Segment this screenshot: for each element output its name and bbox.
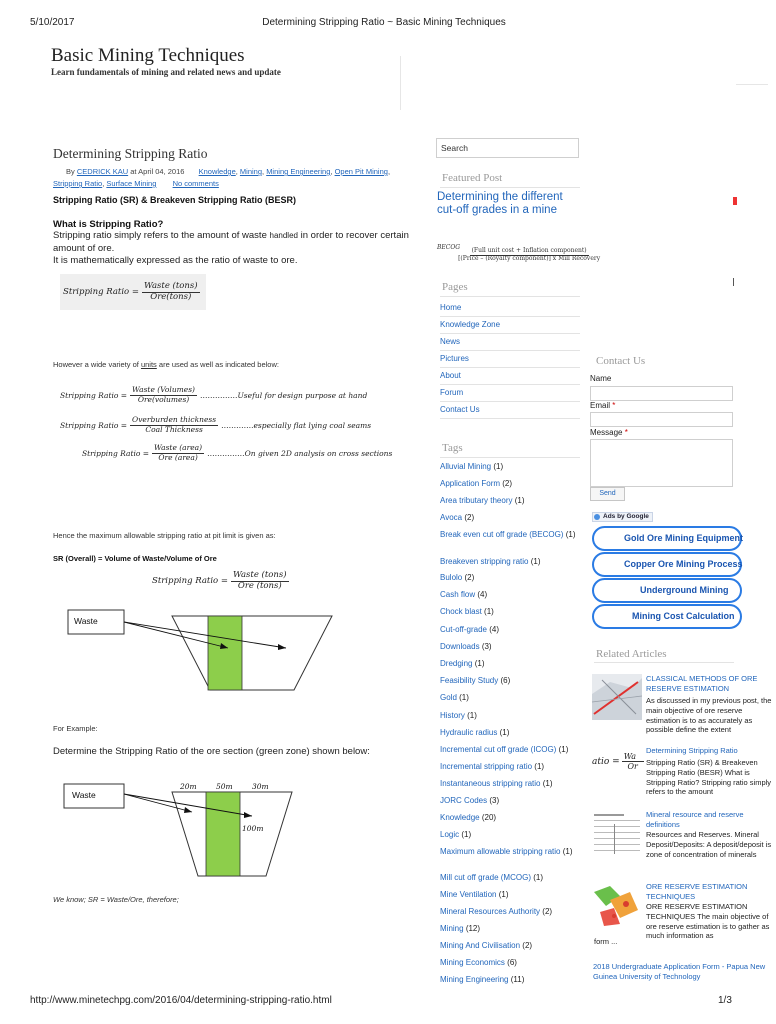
ads-by-google-label[interactable] — [592, 512, 653, 522]
tag-name[interactable]: Avoca — [440, 513, 463, 522]
tag-link[interactable] — [440, 796, 580, 806]
denominator: Ore(volumes) — [137, 394, 190, 404]
tag-name[interactable]: Alluvial Mining — [440, 462, 492, 471]
tag-name[interactable]: Mineral Resources Authority — [440, 907, 541, 916]
related-title[interactable]: Mineral resource and reserve definitions — [646, 810, 744, 829]
divider — [440, 457, 580, 458]
tag-name[interactable]: Dredging — [440, 659, 473, 668]
tag-count: (2) — [522, 941, 533, 950]
page-link-forum[interactable]: Forum — [440, 388, 464, 397]
tag-count: (1) — [562, 847, 573, 856]
tag-link[interactable] — [440, 676, 580, 686]
tag-count: (2) — [542, 907, 553, 916]
fraction: $\frac{Wa}{Or}$ — [622, 752, 644, 771]
tag-link[interactable] — [440, 890, 580, 900]
tag-link[interactable] — [440, 513, 580, 523]
tag-name[interactable]: Breakeven stripping ratio — [440, 557, 529, 566]
divider — [594, 662, 734, 663]
tag-link[interactable] — [440, 907, 580, 917]
tag-count: (1) — [484, 607, 494, 616]
featured-formula — [437, 238, 605, 263]
required-mark: * — [624, 428, 628, 437]
tag-name[interactable]: Break even cut off grade (BECOG) — [440, 530, 564, 539]
send-button[interactable]: Send — [590, 487, 625, 501]
formula-lhs: Stripping Ratio = — [60, 420, 128, 430]
print-url: http://www.minetechpg.com/2016/04/determining-stripping-ratio.html — [30, 995, 332, 1006]
message-label-row — [590, 428, 628, 437]
tag-link[interactable] — [440, 779, 580, 789]
tag-name[interactable]: Cash flow — [440, 590, 476, 599]
tag-name[interactable]: Mining And Civilisation — [440, 941, 521, 950]
tag-count: (2) — [464, 513, 475, 522]
tag-count: (4) — [477, 590, 488, 599]
tag-link[interactable] — [440, 958, 580, 968]
fraction — [130, 416, 218, 434]
numerator: Overburden thickness — [132, 415, 217, 424]
tag-name[interactable]: Knowledge — [440, 813, 480, 822]
message-label: Message — [590, 428, 623, 437]
label-link[interactable]: Mining Engineering — [266, 167, 331, 176]
pit-example-diagram — [60, 776, 300, 880]
related-heading: Related Articles — [596, 648, 667, 660]
print-title: Determining Stripping Ratio ~ Basic Mining Techniques — [262, 17, 506, 28]
numerator: Waste (area) — [154, 443, 203, 452]
tag-link[interactable] — [440, 813, 580, 823]
tag-count: (1) — [499, 728, 510, 737]
tag-name[interactable]: Mining Economics — [440, 958, 505, 967]
fraction — [152, 444, 204, 462]
email-field[interactable] — [590, 412, 733, 427]
text-run: handled — [269, 231, 298, 240]
tag-link[interactable] — [440, 607, 580, 617]
label-link[interactable]: Mining — [239, 167, 263, 176]
tag-link[interactable] — [440, 924, 580, 934]
example-question: Determine the Stripping Ratio of the ore section (green zone) shown below: — [53, 746, 370, 757]
pit-outline — [172, 616, 332, 690]
page-link-knowledge-zone[interactable]: Knowledge Zone — [440, 320, 501, 329]
tag-count: (1) — [530, 557, 541, 566]
tag-link[interactable] — [440, 873, 580, 883]
email-label: Email — [590, 401, 611, 410]
ad-link-button[interactable]: Copper Ore Mining Process — [592, 552, 742, 577]
related-thumbnail-3[interactable] — [592, 810, 642, 856]
denominator: Ore (tons) — [237, 580, 282, 591]
tag-name[interactable]: Mining — [440, 924, 464, 933]
formula-note: ……………Useful for design purpose at hand — [199, 390, 368, 400]
divider — [440, 333, 580, 334]
tag-count: (1) — [498, 890, 509, 899]
dimension-label: 50m — [216, 782, 233, 791]
divider — [440, 350, 580, 351]
tag-link[interactable] — [440, 590, 580, 600]
tag-name[interactable]: Mining Engineering — [440, 975, 509, 984]
thumbnail-text: atio = — [592, 757, 620, 768]
formula-note: ……………On given 2D analysis on cross sections — [207, 448, 393, 458]
print-date: 5/10/2017 — [30, 17, 75, 28]
tag-name[interactable]: Downloads — [440, 642, 480, 651]
fraction — [130, 386, 197, 404]
text-run: in order to recover certain amount of ore. — [53, 230, 409, 254]
tag-link[interactable] — [440, 496, 580, 506]
contact-heading: Contact Us — [596, 355, 646, 367]
ad-link-button[interactable]: Mining Cost Calculation — [592, 604, 742, 629]
divider — [440, 187, 580, 188]
tag-count: (2) — [464, 573, 475, 582]
tag-name[interactable]: Application Form — [440, 479, 501, 488]
tag-link[interactable] — [440, 830, 580, 840]
tag-name[interactable]: JORC Codes — [440, 796, 488, 805]
ore-zone — [206, 792, 240, 876]
related-snippet: Resources and Reserves. Mineral Deposit/Deposits: A deposit/deposit is zone of concentration of minerals — [646, 830, 772, 859]
tag-count: (1) — [565, 530, 576, 539]
post-subtitle: Stripping Ratio (SR) & Breakeven Stripping Ratio (BESR) — [53, 195, 297, 205]
tag-name[interactable]: Hydraulic radius — [440, 728, 498, 737]
tag-link[interactable] — [440, 557, 580, 567]
tag-name[interactable]: Feasibility Study — [440, 676, 499, 685]
tag-count: (3) — [489, 796, 500, 805]
related-snippet-tail: form ... — [594, 937, 618, 946]
tag-count: (3) — [481, 642, 492, 651]
formula-lhs: Stripping Ratio = — [60, 390, 128, 400]
pit-diagram — [60, 604, 340, 694]
print-page-number: 1/3 — [718, 995, 732, 1006]
post-date: at April 04, 2016 — [130, 167, 185, 176]
post-meta-line2: Stripping Ratio, Surface Mining No comments — [53, 179, 219, 188]
post-title: Determining Stripping Ratio — [53, 146, 208, 161]
label-link[interactable]: Surface Mining — [106, 179, 157, 188]
numerator: Waste (Volumes) — [132, 385, 195, 394]
label-link[interactable]: Knowledge — [198, 167, 236, 176]
name-label: Name — [590, 374, 612, 383]
tag-link[interactable] — [440, 847, 580, 857]
tag-link[interactable] — [440, 728, 580, 738]
formula-lhs: BECOG — [437, 243, 461, 251]
tag-name[interactable]: Gold — [440, 693, 457, 702]
waste-label: Waste — [72, 790, 96, 800]
dimension-label: 100m — [242, 824, 264, 833]
tag-link[interactable] — [440, 530, 580, 540]
page-link-contact[interactable]: Contact Us — [440, 405, 480, 414]
arrow-head — [278, 644, 286, 650]
divider — [440, 367, 580, 368]
text-run: are used as well as indicated below: — [158, 360, 279, 369]
denominator: Ore (area) — [158, 452, 198, 462]
paragraph: It is mathematically expressed as the ratio of waste to ore. — [53, 255, 298, 266]
label-link[interactable]: Open Pit Mining — [334, 167, 388, 176]
units-paragraph — [53, 360, 279, 369]
formula-row — [82, 444, 392, 462]
arrow — [124, 794, 192, 812]
example-label: For Example: — [53, 724, 98, 733]
ore-zone — [208, 616, 242, 690]
related-title[interactable]: CLASSICAL METHODS OF ORE RESERVE ESTIMATION — [646, 674, 758, 693]
site-title[interactable]: Basic Mining Techniques — [51, 45, 245, 66]
tag-name[interactable]: Area tributary theory — [440, 496, 513, 505]
related-footer-link[interactable]: 2018 Undergraduate Application Form - Papua New Guinea University of Technology — [593, 962, 766, 981]
related-thumbnail-4[interactable] — [590, 882, 642, 928]
divider — [440, 296, 580, 297]
message-field[interactable] — [590, 439, 733, 487]
pages-heading: Pages — [442, 281, 468, 293]
sr-overall: SR (Overall) = Volume of Waste/Volume of Ore — [53, 554, 217, 563]
site-tagline: Learn fundamentals of mining and related news and update — [51, 67, 281, 77]
ad-link-button[interactable]: Underground Mining — [592, 578, 742, 603]
formula-box — [60, 274, 206, 310]
divider — [440, 418, 580, 419]
denominator: [(Price – (Royalty component)] x Mill Recovery — [458, 254, 601, 262]
header-divider — [400, 56, 401, 110]
denominator: Coal Thickness — [145, 424, 203, 434]
featured-heading: Featured Post — [442, 172, 503, 184]
divider — [440, 316, 580, 317]
divider — [440, 384, 580, 385]
dimension-label: 20m — [180, 782, 197, 791]
related-snippet: Stripping Ratio (SR) & Breakeven Stripping Ratio (BESR) What is Stripping Ratio? Stripping ratio simply refers to the amount — [646, 758, 772, 797]
paragraph: We know; SR = Waste/Ore, therefore; — [53, 895, 179, 904]
tag-count: (2) — [502, 479, 513, 488]
tag-name[interactable]: Mill cut off grade (MCOG) — [440, 873, 531, 882]
related-title[interactable]: Determining Stripping Ratio — [646, 746, 738, 755]
ads-label-text: Ads by Google — [603, 513, 649, 520]
author-link[interactable]: CEDRICK KAU — [76, 167, 129, 176]
arrow-head — [244, 812, 252, 818]
tag-link[interactable] — [440, 762, 580, 772]
name-field[interactable] — [590, 386, 733, 401]
tag-name[interactable]: Cut-off-grade — [440, 625, 487, 634]
tag-count: (6) — [500, 676, 511, 685]
comments-link[interactable]: No comments — [172, 179, 219, 188]
byline-prefix: By — [66, 167, 75, 176]
units-link[interactable]: units — [140, 360, 157, 369]
tag-count: (1) — [467, 711, 477, 720]
tag-name[interactable]: Incremental stripping ratio — [440, 762, 533, 771]
tag-count: (6) — [507, 958, 517, 967]
numerator: (Full unit cost + Inflation component) — [471, 247, 587, 254]
tag-count: (4) — [489, 625, 500, 634]
post-meta: By CEDRICK KAU at April 04, 2016 Knowledge, Mining, Mining Engineering, Open Pit Mining, — [66, 167, 391, 176]
clipped-widget-marker — [733, 278, 734, 286]
label-link[interactable]: Stripping Ratio — [53, 179, 103, 188]
tag-link[interactable] — [440, 745, 590, 755]
page-link-home[interactable]: Home — [440, 303, 462, 312]
page-link-news[interactable]: News — [440, 337, 461, 346]
denominator: Ore(tons) — [150, 291, 192, 302]
tag-link[interactable] — [440, 479, 580, 489]
tag-link[interactable] — [440, 462, 580, 472]
tag-count: (1) — [558, 745, 569, 754]
ad-link-button[interactable]: Gold Ore Mining Equipment — [592, 526, 742, 551]
tag-link[interactable] — [440, 941, 580, 951]
paragraph — [53, 230, 413, 255]
tag-count: (11) — [510, 975, 525, 984]
tag-link[interactable] — [440, 975, 580, 985]
tag-name[interactable]: Incremental cut off grade (ICOG) — [440, 745, 557, 754]
tag-count: (1) — [533, 873, 543, 882]
page-link-pictures[interactable]: Pictures — [440, 354, 469, 363]
page-link-about[interactable]: About — [440, 371, 461, 380]
fraction — [231, 571, 289, 592]
formula-row — [152, 571, 292, 592]
email-label-row — [590, 401, 615, 410]
numerator: Waste (tons) — [232, 570, 287, 580]
formula-lhs: Stripping Ratio = — [63, 287, 139, 297]
required-mark: * — [612, 401, 616, 410]
tag-name[interactable]: Logic — [440, 830, 460, 839]
related-snippet: As discussed in my previous post, the main objective of ore reserve estimation is to as accurately as possible define the extent — [646, 696, 772, 735]
related-title[interactable]: ORE RESERVE ESTIMATION TECHNIQUES — [646, 882, 748, 901]
clipped-widget-marker — [733, 197, 737, 205]
tags-heading: Tags — [442, 442, 463, 454]
tag-count: (1) — [493, 462, 504, 471]
tag-name[interactable]: History — [440, 711, 465, 720]
related-thumbnail-2[interactable] — [592, 752, 642, 786]
tag-name[interactable]: Instantaneous stripping ratio — [440, 779, 541, 788]
tag-count: (12) — [465, 924, 481, 933]
tag-count: (1) — [461, 830, 472, 839]
tag-link[interactable] — [440, 659, 580, 669]
waste-label: Waste — [74, 616, 98, 626]
tag-name[interactable]: Bulolo — [440, 573, 463, 582]
tag-count: (20) — [481, 813, 497, 822]
numerator: Waste (tons) — [143, 280, 198, 291]
featured-post-link[interactable]: Determining the different cut-off grades in a mine — [437, 191, 563, 216]
header-rule — [736, 84, 768, 85]
fraction — [456, 248, 602, 263]
tag-link[interactable] — [440, 625, 580, 635]
tag-name[interactable]: Maximum allowable stripping ratio — [440, 847, 561, 856]
tag-link[interactable] — [440, 642, 580, 652]
tag-count: (1) — [459, 693, 469, 702]
text-run: However a wide variety of — [53, 360, 139, 369]
tag-name[interactable]: Mine Ventilation — [440, 890, 497, 899]
tag-name[interactable]: Chock blast — [440, 607, 482, 616]
paragraph: Hence the maximum allowable stripping ratio at pit limit is given as: — [53, 531, 276, 540]
formula-note: ………….especially flat lying coal seams — [221, 420, 372, 430]
divider — [440, 401, 580, 402]
formula-lhs: Stripping Ratio = — [82, 448, 150, 458]
tag-link[interactable] — [440, 693, 580, 703]
tag-count: (1) — [534, 762, 545, 771]
text-run: Stripping ratio simply refers to the amount of waste — [53, 230, 267, 241]
formula-row — [60, 416, 371, 434]
adchoices-icon — [594, 514, 600, 520]
related-snippet: ORE RESERVE ESTIMATION TECHNIQUES The main objective of ore reserve estimation is to gather as much information as — [646, 902, 770, 941]
search-input[interactable]: Search — [436, 138, 579, 158]
arrow-head — [184, 807, 192, 813]
dimension-label: 30m — [252, 782, 269, 791]
tag-link[interactable] — [440, 573, 580, 583]
tag-link[interactable] — [440, 711, 580, 721]
formula-row — [60, 386, 367, 404]
tag-count: (1) — [514, 496, 525, 505]
section-heading: What is Stripping Ratio? — [53, 219, 164, 230]
fraction — [142, 282, 200, 303]
tag-count: (1) — [474, 659, 485, 668]
arrow — [124, 622, 286, 648]
related-thumbnail-1[interactable] — [592, 674, 642, 720]
formula-lhs: Stripping Ratio = — [152, 576, 228, 587]
tag-count: (1) — [542, 779, 553, 788]
